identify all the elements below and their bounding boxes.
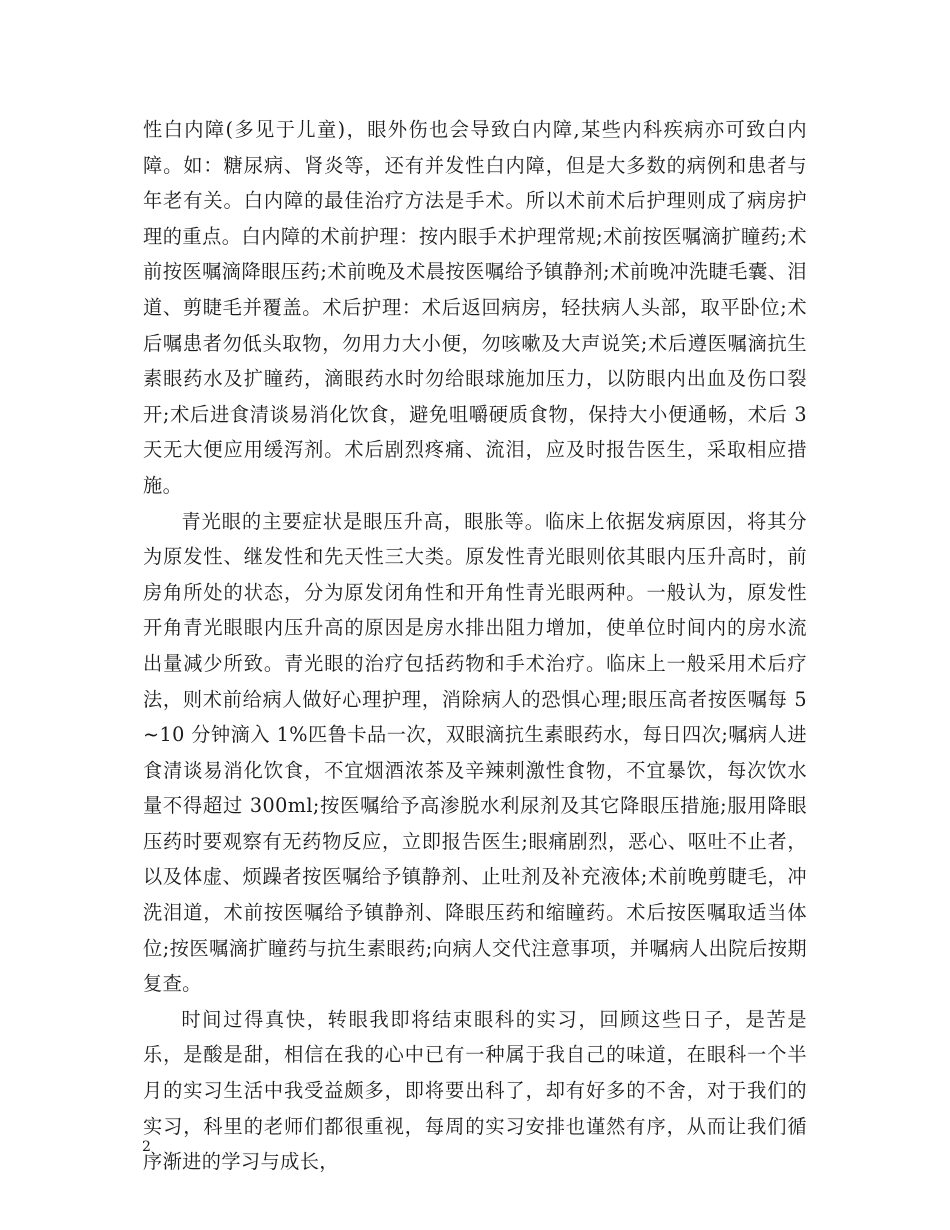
paragraph-internship-reflection: 时间过得真快，转眼我即将结束眼科的实习，回顾这些日子，是苦是乐，是酸是甜，相信在我的心中已有一种属于我自己的味道，在眼科一个半月的实习生活中我受益颇多，即将要出科了，却有好多的不舍，对于我们的实习，科里的老师们都很重视，每周的实习安排也谨然有序，从而让我们循序渐进的学习与成长， bbox=[143, 1007, 807, 1174]
body-text bbox=[143, 112, 807, 1180]
paragraph-cataract-care: 性白内障(多见于儿童)，眼外伤也会导致白内障,某些内科疾病亦可致白内障。如：糖尿病、肾炎等，还有并发性白内障，但是大多数的病例和患者与年老有关。白内障的最佳治疗方法是手术。所以术前术后护理则成了病房护理的重点。白内障的术前护理：按内眼手术护理常规;术前按医嘱滴扩瞳药;术前按医嘱滴降眼压药;术前晚及术晨按医嘱给予镇静剂;术前晚冲洗睫毛囊、泪道、剪睫毛并覆盖。术后护理：术后返回病房，轻扶病人头部，取平卧位;术后嘱患者勿低头取物，勿用力大小便，勿咳嗽及大声说笑;术后遵医嘱滴抗生素眼药水及扩瞳药，滴眼药水时勿给眼球施加压力，以防眼内出血及伤口裂开;术后进食清谈易消化饮食，避免咀嚼硬质食物，保持大小便通畅，术后 3 天无大便应用缓泻剂。术后剧烈疼痛、流泪，应及时报告医生，采取相应措施。 bbox=[143, 118, 807, 497]
paragraph-glaucoma-care: 青光眼的主要症状是眼压升高，眼胀等。临床上依据发病原因，将其分为原发性、继发性和先天性三大类。原发性青光眼则依其眼内压升高时，前房角所处的状态，分为原发闭角性和开角性青光眼两种。一般认为，原发性开角青光眼眼内压升高的原因是房水排出阻力增加，使单位时间内的房水流出量减少所致。青光眼的治疗包括药物和手术治疗。临床上一般采用术后疗法，则术前给病人做好心理护理，消除病人的恐惧心理;眼压高者按医嘱每 5~10 分钟滴入 1%匹鲁卡品一次，双眼滴抗生素眼药水，每日四次;嘱病人进食清谈易消化饮食，不宜烟酒浓茶及辛辣刺激性食物，不宜暴饮，每次饮水量不得超过 300ml;按医嘱给予高渗脱水利尿剂及其它降眼压措施;服用降眼压药时要观察有无药物反应，立即报告医生;眼痛剧烈，恶心、呕吐不止者，以及体虚、烦躁者按医嘱给予镇静剂、止吐剂及补充液体;术前晚剪睫毛，冲洗泪道，术前按医嘱给予镇静剂、降眼压药和缩瞳药。术后按医嘱取适当体位;按医嘱滴扩瞳药与抗生素眼药;向病人交代注意事项，并嘱病人出院后按期复查。 bbox=[143, 509, 807, 996]
page-number: 2 bbox=[142, 1139, 151, 1155]
